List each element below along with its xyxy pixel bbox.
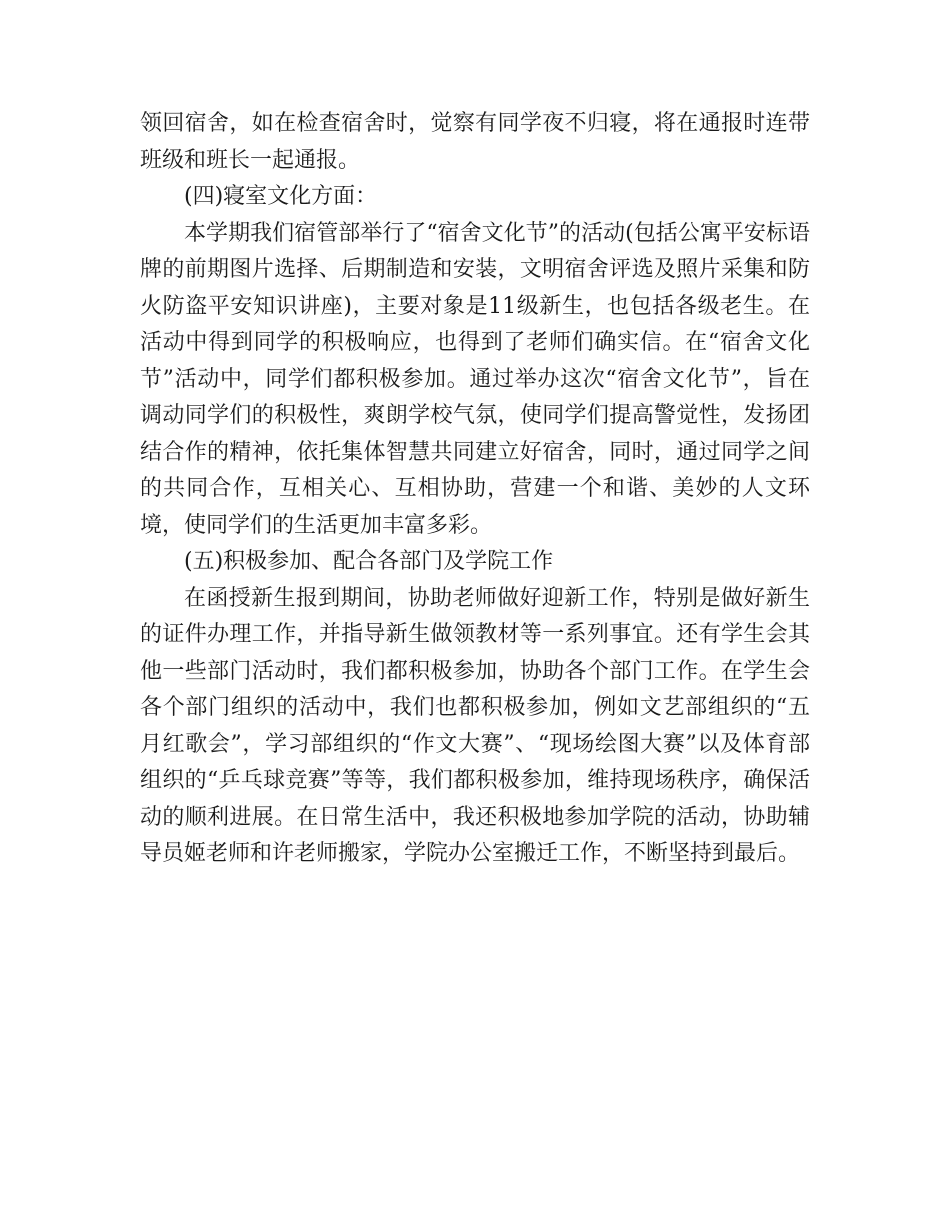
paragraph-department-work: 在函授新生报到期间，协助老师做好迎新工作，特别是做好新生的证件办理工作，并指导新生做领教材等一系列事宜。还有学生会其他一些部门活动时，我们都积极参加，协助各个部门工作。在学生会各个部门组织的活动中，我们也都积极参加，例如文艺部组织的“五月红歌会”，学习部组织的“作文大赛”、“现场绘图大赛”以及体育部组织的“乒乓球竞赛”等等，我们都积极参加，维持现场秩序，确保活动的顺利进展。在日常生活中，我还积极地参加学院的活动，协助辅导员姬老师和许老师搬家，学院办公室搬迁工作，不断坚持到最后。	[140, 585, 810, 866]
paragraph-dorm-culture: 本学期我们宿管部举行了“宿舍文化节”的活动(包括公寓平安标语牌的前期图片选择、后期制造和安装，文明宿舍评选及照片采集和防火防盗平安知识讲座)，主要对象是11级新生，也包括各级老生。在活动中得到同学的积极响应，也得到了老师们确实信。在“宿舍文化节”活动中，同学们都积极参加。通过举办这次“宿舍文化节”，旨在调动同学们的积极性，爽朗学校气氛，使同学们提高警觉性，发扬团结合作的精神，依托集体智慧共同建立好宿舍，同时，通过同学之间的共同合作，互相关心、互相协助，营建一个和谐、美妙的人文环境，使同学们的生活更加丰富多彩。	[140, 220, 810, 538]
section-heading-dorm-culture: (四)寝室文化方面：	[184, 184, 378, 209]
paragraph-continuation: 领回宿舍，如在检查宿舍时，觉察有同学夜不归寝，将在通报时连带班级和班长一起通报。	[140, 111, 810, 173]
document-page	[140, 106, 810, 873]
section-heading-department-work: (五)积极参加、配合各部门及学院工作	[184, 549, 554, 574]
